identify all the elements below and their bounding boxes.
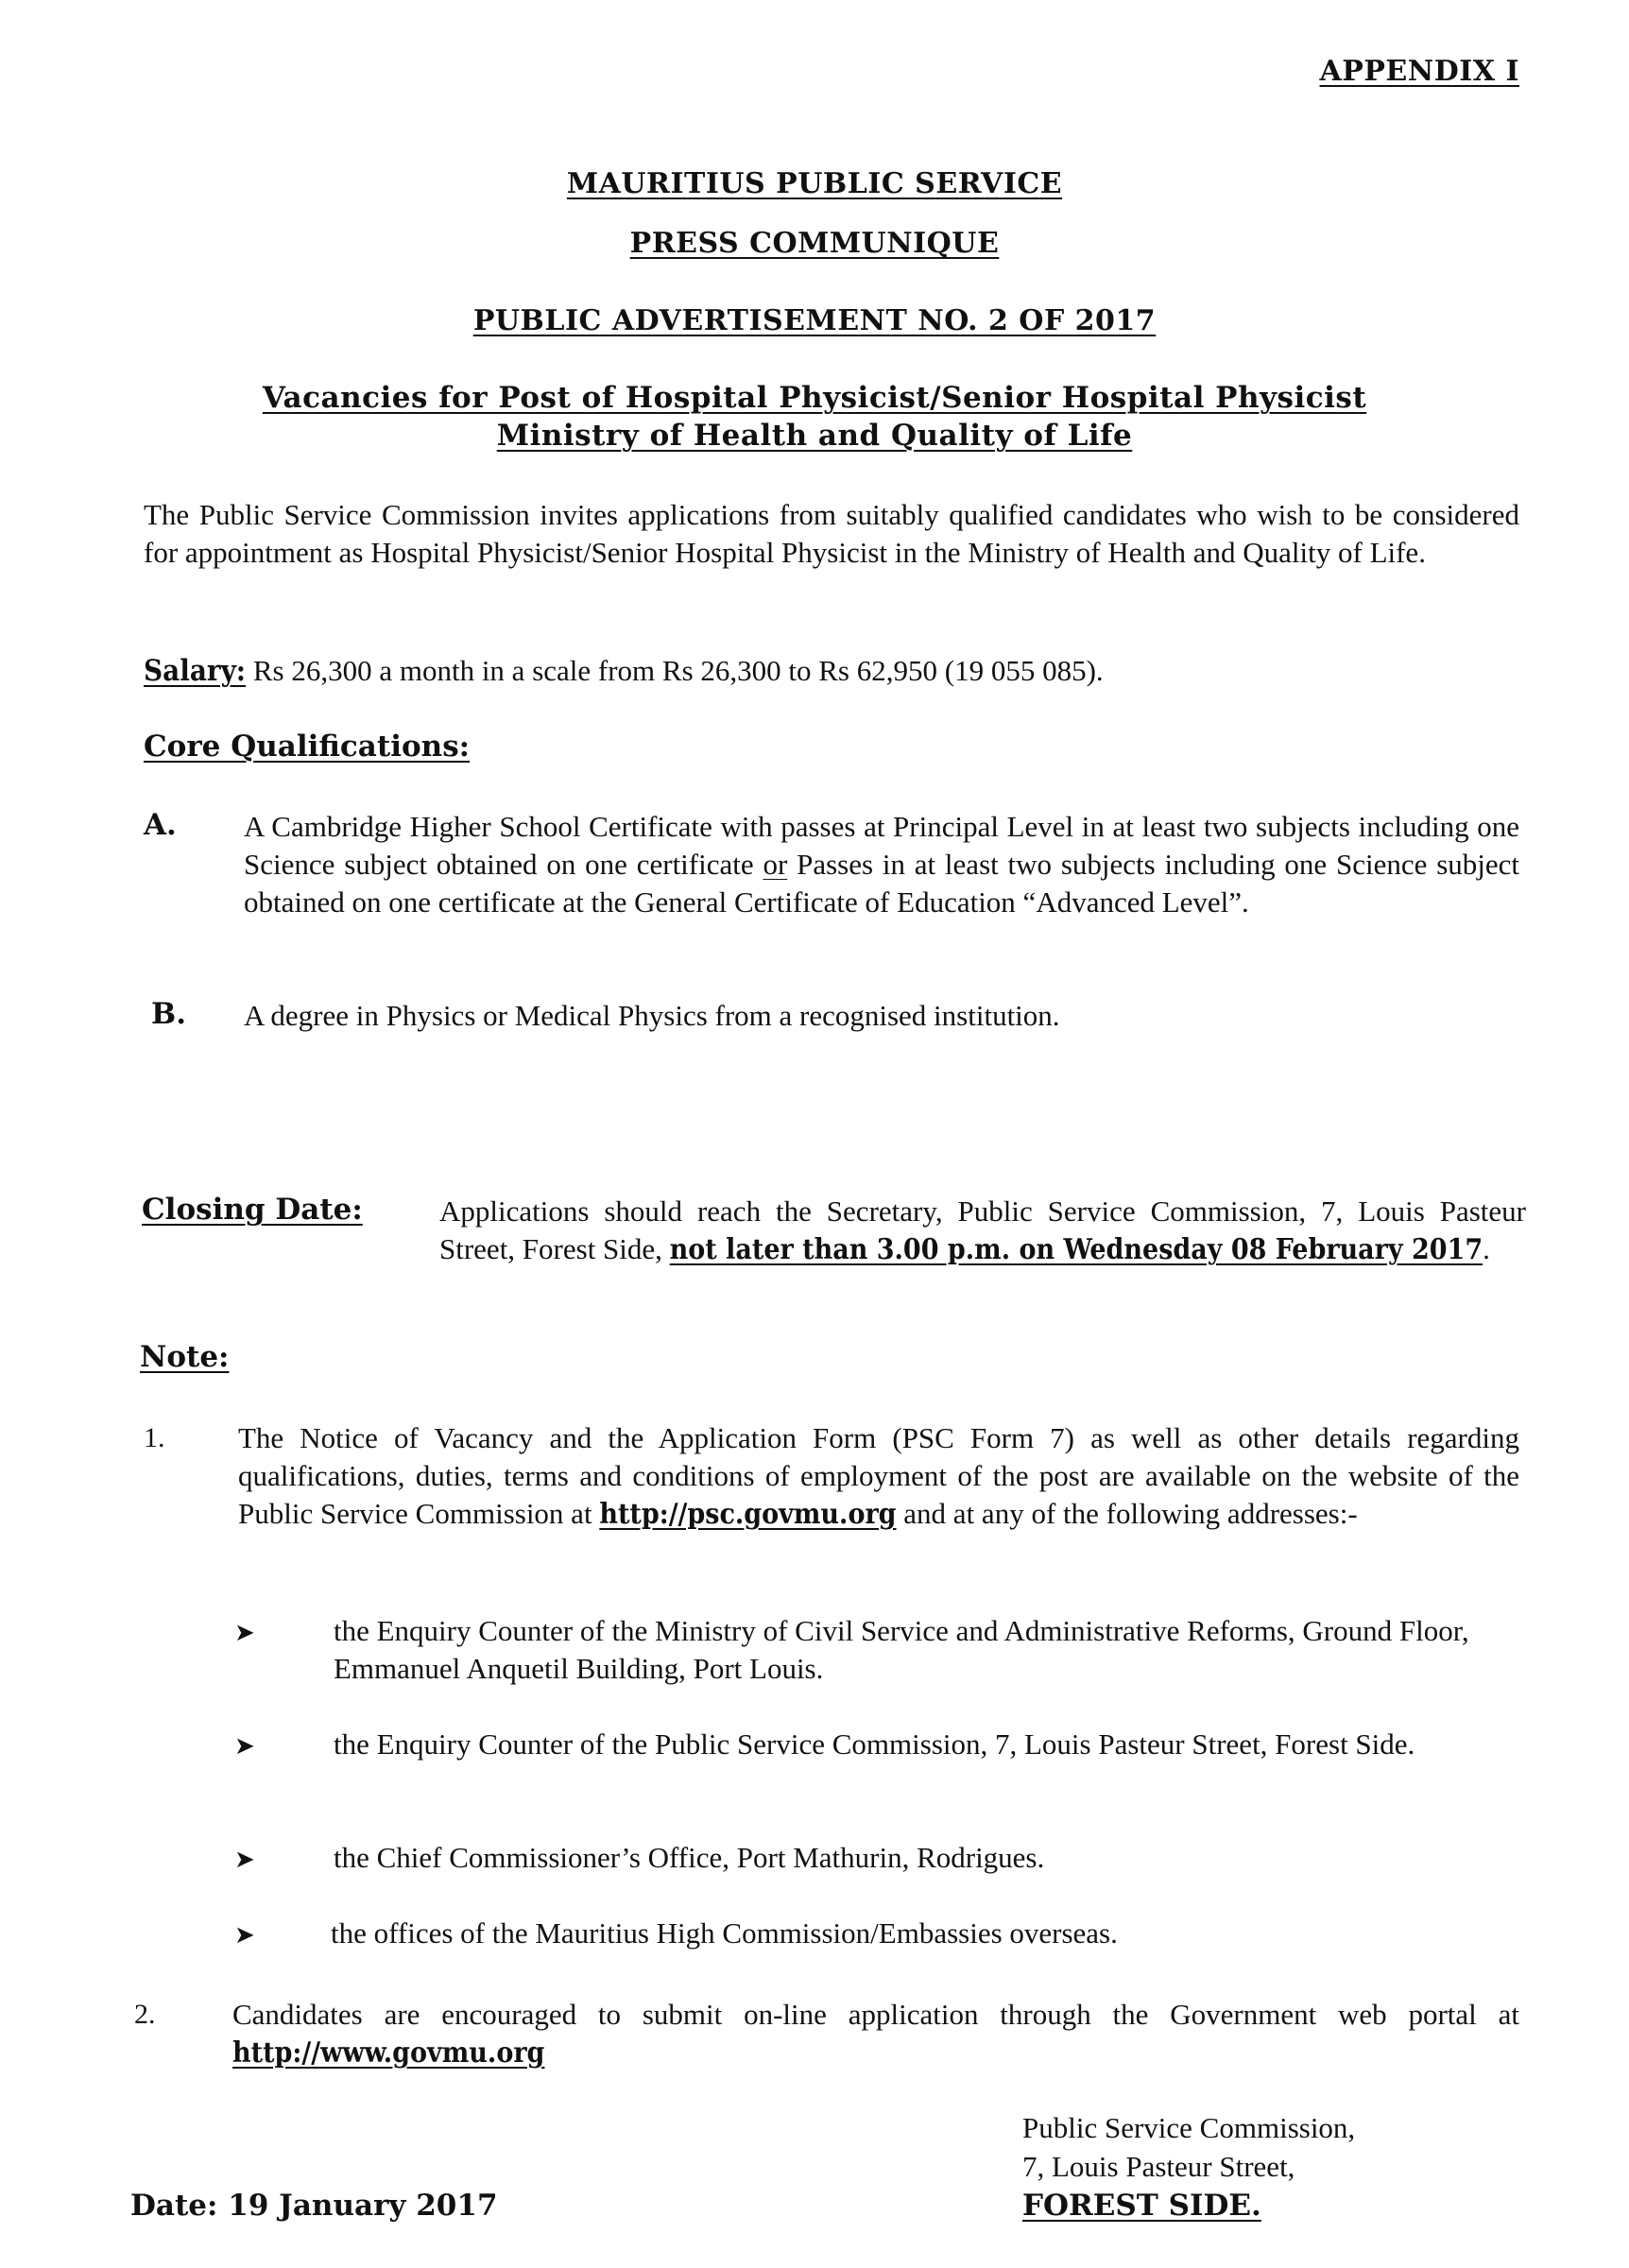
address-bullet-4: the offices of the Mauritius High Commission/Embassies overseas. — [331, 1916, 1118, 1950]
address-bullet-3: the Chief Commissioner’s Office, Port Mathurin, Rodrigues. — [334, 1841, 1045, 1874]
note-marker-1: 1. — [144, 1422, 165, 1453]
qualification-a-text: A Cambridge Higher School Certificate with passes at Principal Level in at least two subjects including one Science subject obtained on one certificate — [244, 810, 1519, 881]
qualification-a-text-after: Passes in at least two subjects including one Science subject obtained on one certificate at the General Certificate of Education “Advanced Level”. — [244, 848, 1520, 919]
salary-label: Salary: — [144, 654, 247, 688]
note-marker-2: 2. — [134, 1999, 156, 2030]
signature-line-3: FOREST SIDE. — [1022, 2189, 1261, 2223]
closing-date-text — [439, 1193, 1526, 1269]
advert-title: PUBLIC ADVERTISEMENT NO. 2 OF 2017 — [472, 304, 1157, 337]
appendix-label: APPENDIX I — [1319, 55, 1519, 88]
note-heading: Note: — [140, 1340, 230, 1374]
qualification-a-or: or — [763, 848, 788, 881]
closing-text: Applications should reach the Secretary, Public Service Commission, 7, Louis Pasteur Street, Forest Side, — [439, 1194, 1526, 1265]
note-1-text-after: and at any of the following addresses:- — [903, 1497, 1358, 1530]
signature-line-2: 7, Louis Pasteur Street, — [1022, 2150, 1295, 2183]
closing-deadline: not later than 3.00 p.m. on Wednesday 08 February 2017 — [669, 1233, 1483, 1266]
qualification-b-text: A degree in Physics or Medical Physics from a recognised institution. — [244, 999, 1060, 1032]
note-1 — [238, 1419, 1519, 1534]
subject-line-1: Vacancies for Post of Hospital Physicist/Senior Hospital Physicist — [262, 381, 1367, 415]
subject-line-2: Ministry of Health and Quality of Life — [496, 419, 1133, 453]
govmu-portal-link[interactable]: http://www.govmu.org — [232, 2036, 545, 2070]
arrowhead-bullet-icon: ➤ — [234, 1921, 255, 1950]
communique-title: PRESS COMMUNIQUE — [629, 227, 1000, 260]
psc-website-link[interactable]: http://psc.govmu.org — [599, 1498, 897, 1531]
intro-paragraph: The Public Service Commission invites applications from suitably qualified candidates who wish to be considered for appointment as Hospital Physicist/Senior Hospital Physicist in the Ministry of Health and Quality of Life. — [144, 498, 1519, 569]
closing-end: . — [1483, 1232, 1490, 1265]
qualification-marker-a: A. — [144, 808, 177, 842]
qualification-a — [244, 808, 1519, 921]
qualifications-heading: Core Qualifications: — [144, 730, 471, 764]
closing-date-label: Closing Date: — [142, 1193, 363, 1227]
salary-line — [144, 652, 1519, 690]
signature-line-1: Public Service Commission, — [1022, 2111, 1356, 2144]
arrowhead-bullet-icon: ➤ — [234, 1732, 255, 1761]
address-bullet-1: the Enquiry Counter of the Ministry of Civil Service and Administrative Reforms, Ground Floor, Emmanuel Anquetil Building, Port Louis. — [334, 1614, 1469, 1685]
note-2 — [232, 1996, 1519, 2072]
qualification-marker-b: B. — [151, 997, 186, 1031]
arrowhead-bullet-icon: ➤ — [234, 1619, 255, 1647]
note-2-text: Candidates are encouraged to submit on-line application through the Government web portal at — [232, 1998, 1519, 2031]
arrowhead-bullet-icon: ➤ — [234, 1846, 255, 1874]
note-1-text: The Notice of Vacancy and the Application Form (PSC Form 7) as well as other details regarding qualifications, duties, terms and conditions of employment of the post are available on the website of the Public Service Commission at — [238, 1421, 1519, 1530]
document-date: Date: 19 January 2017 — [130, 2189, 498, 2223]
address-bullet-2: the Enquiry Counter of the Public Service Commission, 7, Louis Pasteur Street, Forest Side. — [334, 1727, 1415, 1761]
salary-text: Rs 26,300 a month in a scale from Rs 26,300 to Rs 62,950 (19 055 085). — [252, 654, 1104, 687]
org-title: MAURITIUS PUBLIC SERVICE — [566, 167, 1063, 200]
